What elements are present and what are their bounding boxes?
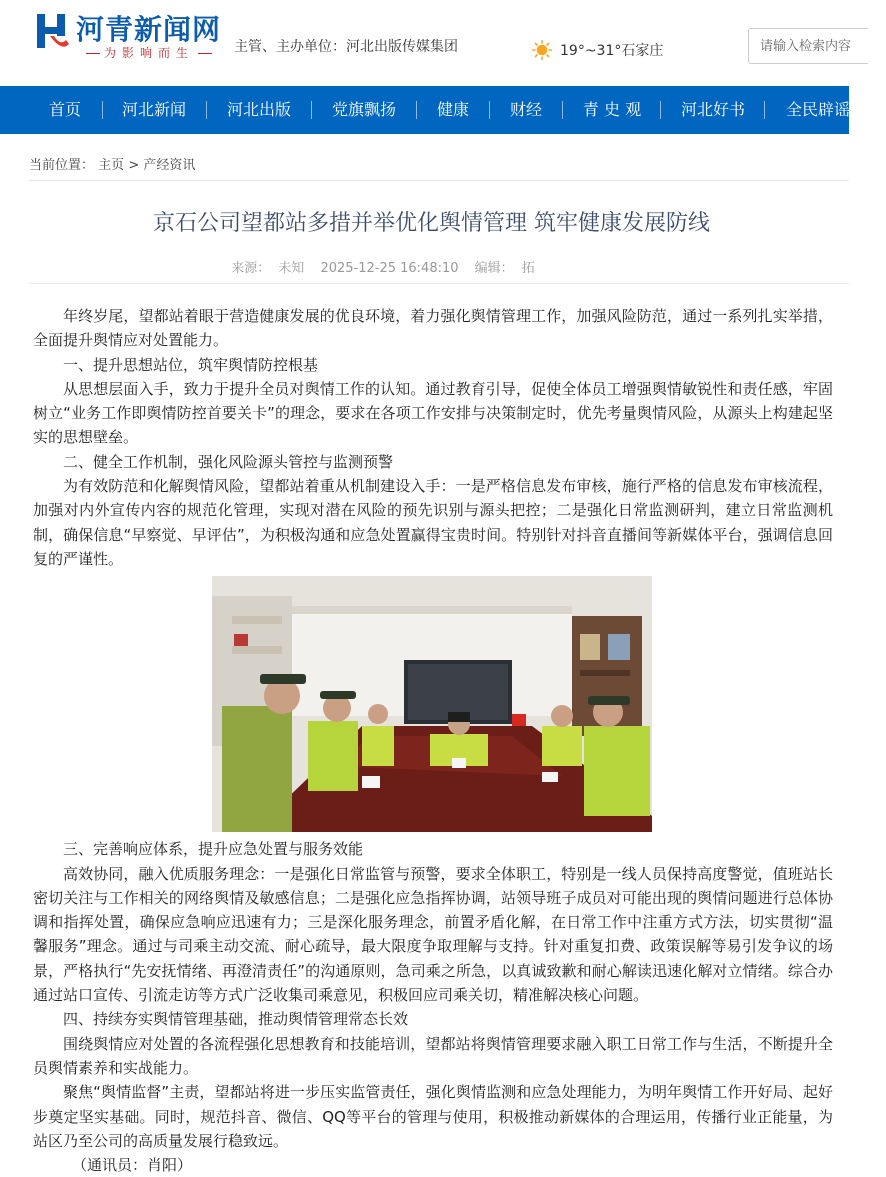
divider — [29, 180, 849, 181]
breadcrumb-separator: > — [128, 158, 140, 173]
nav-item-finance[interactable]: 财经 — [509, 100, 542, 119]
sun-icon — [532, 40, 552, 60]
site-logo[interactable] — [36, 8, 226, 64]
breadcrumb-current[interactable]: 产经资讯 — [143, 158, 196, 173]
publish-datetime: 2025-12-25 16:48:10 — [320, 261, 459, 276]
nav-separator — [562, 101, 563, 119]
article-paragraph: 年终岁尾，望都站着眼于营造健康发展的优良环境，着力强化舆情管理工作，加强风险防范，通过一系列扎实举措，全面提升舆情应对处置能力。 — [33, 307, 833, 350]
logo-slogan: 为影响而生 — [82, 44, 216, 61]
sponsor-text: 主管、主办单位：河北出版传媒集团 — [234, 39, 458, 55]
nav-separator — [764, 101, 765, 119]
weather-text: 19°~31°石家庄 — [560, 43, 664, 59]
nav-item-history[interactable]: 青 史 观 — [582, 100, 642, 119]
editor-value: 拓 — [521, 261, 535, 276]
source-value: 未知 — [278, 261, 305, 276]
section-heading: 四、持续夯实舆情管理基础，推动舆情管理常态长效 — [63, 1010, 409, 1029]
divider — [29, 283, 849, 284]
nav-separator — [660, 101, 661, 119]
nav-separator — [102, 101, 103, 119]
article-paragraph: 聚焦“舆情监督”主责，望都站将进一步压实监管责任，强化舆情监测和应急处理能力，为明年舆情工作开好局、起好步奠定坚实基础。同时，规范抖音、微信、QQ等平台的管理与使用，积极推动新媒体的合理运用，传播行业正能量，为站区乃至公司的高质量发展行稳致远。 — [33, 1083, 833, 1150]
section-heading: 三、完善响应体系，提升应急处置与服务效能 — [63, 840, 364, 859]
article-body — [33, 304, 833, 1177]
breadcrumb-home[interactable]: 主页 — [98, 158, 125, 173]
section-heading: 一、提升思想站位，筑牢舆情防控根基 — [63, 355, 319, 374]
logo-text: 河青新闻网 — [76, 13, 222, 46]
nav-separator — [489, 101, 490, 119]
article-byline: （通讯员：肖阳） — [72, 1156, 193, 1175]
nav-separator — [416, 101, 417, 119]
source-label: 来源： — [231, 261, 271, 276]
article-paragraph: 为有效防范和化解舆情风险，望都站着重从机制建设入手：一是严格信息发布审核，施行严格的信息发布审核流程，加强对内外宣传内容的规范化管理，实现对潜在风险的预先识别与源头把控；二是强化日常监测研判，建立日常监测机制，确保信息“早察觉、早评估”，为积极沟通和应急处置赢得宝贵时间。特别针对抖音直播间等新媒体平台，强调信息回复的严谨性。 — [33, 477, 833, 568]
article-title: 京石公司望都站多措并举优化舆情管理 筑牢健康发展防线 — [153, 211, 710, 236]
weather-widget — [532, 40, 663, 60]
search-input[interactable] — [748, 28, 868, 64]
nav-separator — [311, 101, 312, 119]
site-header — [0, 0, 849, 86]
breadcrumb — [29, 154, 195, 173]
main-nav — [0, 86, 849, 134]
article-paragraph: 从思想层面入手，致力于提升全员对舆情工作的认知。通过教育引导，促使全体员工增强舆情敏锐性和责任感，牢固树立“业务工作即舆情防控首要关卡”的理念，要求在各项工作安排与决策制定时，优先考量舆情风险，从源头上构建起坚实的思想壁垒。 — [33, 379, 833, 447]
section-heading: 二、健全工作机制，强化风险源头管控与监测预警 — [63, 452, 394, 471]
nav-item-health[interactable]: 健康 — [436, 100, 469, 119]
nav-item-party-flag[interactable]: 党旗飘扬 — [331, 100, 396, 119]
nav-separator — [206, 101, 207, 119]
nav-item-rumor-busting[interactable]: 全民辟谣 — [786, 100, 851, 119]
article-paragraph: 高效协同，融入优质服务理念：一是强化日常监管与预警，要求全体职工，特别是一线人员保持高度警觉，值班站长密切关注与工作相关的网络舆情及敏感信息；二是强化应急指挥协调，站领导班子成员对可能出现的舆情问题进行总体协调和指挥处置，确保应急响应迅速有力；三是深化服务理念，前置矛盾化解，在日常工作中注重方式方法，切实贯彻“温馨服务”理念。通过与司乘主动交流、耐心疏导，最大限度争取理解与支持。针对重复扣费、政策误解等易引发争议的场景，严格执行“先安抚情绪、再澄清责任”的沟通原则，急司乘之所急，以真诚致歉和耐心解读迅速化解对立情绪。综合办通过站口宣传、引流走访等方式广泛收集司乘意见，积极回应司乘关切，精准解决核心问题。 — [33, 864, 833, 1005]
editor-label: 编辑： — [474, 261, 514, 276]
nav-item-home[interactable]: 首页 — [48, 100, 81, 119]
nav-item-good-books[interactable]: 河北好书 — [680, 100, 745, 119]
meeting-photo — [212, 576, 652, 832]
article-meta — [0, 257, 766, 276]
nav-item-hebei-publishing[interactable]: 河北出版 — [226, 100, 291, 119]
nav-item-hebei-news[interactable]: 河北新闻 — [121, 100, 186, 119]
breadcrumb-prefix: 当前位置： — [29, 158, 95, 173]
article-paragraph: 围绕舆情应对处置的各流程强化思想教育和技能培训，望都站将舆情管理要求融入职工日常工作与生活，不断提升全员舆情素养和实战能力。 — [33, 1034, 833, 1077]
logo-mark-icon — [36, 12, 70, 50]
